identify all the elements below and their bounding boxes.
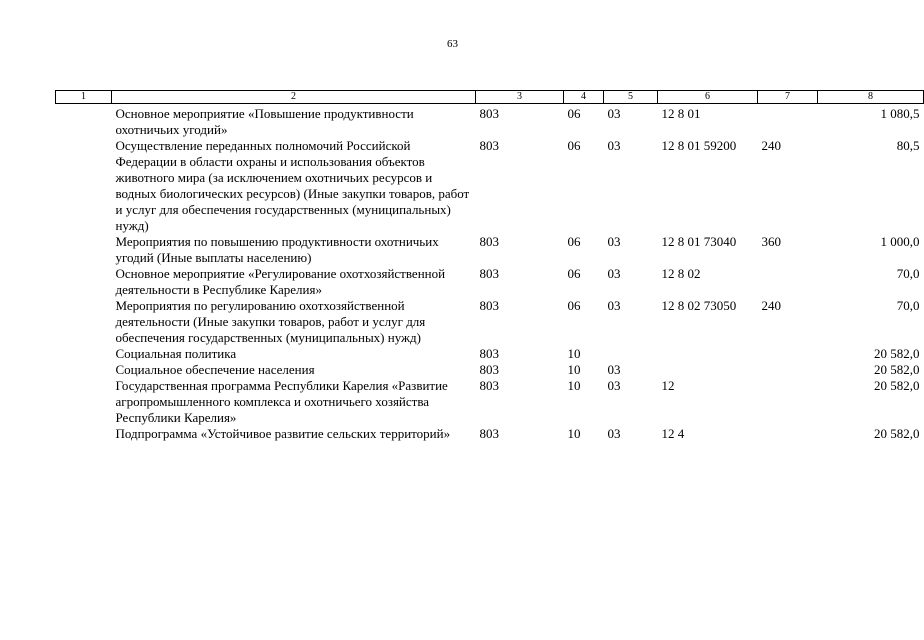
ministry-code: 803 <box>479 346 499 361</box>
item-name: Подпрограмма «Устойчивое развитие сельских территорий» <box>115 426 451 441</box>
column-header: 7 <box>758 91 818 104</box>
expense-type-code: 240 <box>761 138 781 153</box>
subsection-code: 03 <box>607 266 621 281</box>
subsection-code: 03 <box>607 106 621 121</box>
section-code: 06 <box>567 266 581 281</box>
subsection-code: 03 <box>607 362 621 377</box>
column-header: 3 <box>476 91 564 104</box>
empty-cell <box>56 234 112 266</box>
expense-type-code <box>758 426 818 442</box>
target-article-code: 12 8 02 <box>661 266 701 281</box>
amount: 20 582,0 <box>874 346 920 361</box>
ministry-code: 803 <box>479 298 499 313</box>
column-header: 8 <box>818 91 924 104</box>
expense-type-code <box>758 346 818 362</box>
table-row <box>56 298 924 346</box>
subsection-code: 03 <box>607 138 621 153</box>
ministry-code: 803 <box>479 426 499 441</box>
table-row <box>56 426 924 442</box>
table-row <box>56 266 924 298</box>
item-name: Основное мероприятие «Повышение продуктивности охотничьих угодий» <box>115 106 414 137</box>
subsection-code: 03 <box>607 234 621 249</box>
section-code: 10 <box>567 362 581 377</box>
target-article-code: 12 8 01 59200 <box>661 138 737 153</box>
empty-cell <box>56 426 112 442</box>
table-row <box>56 346 924 362</box>
target-article-code: 12 <box>661 378 675 393</box>
expense-type-code <box>758 378 818 426</box>
item-name: Мероприятия по повышению продуктивности охотничьих угодий (Иные выплаты населению) <box>115 234 439 265</box>
empty-cell <box>56 138 112 234</box>
column-header: 5 <box>604 91 658 104</box>
item-name: Социальная политика <box>115 346 237 361</box>
subsection-code: 03 <box>607 426 621 441</box>
item-name: Государственная программа Республики Карелия «Развитие агропромышленного комплекса и охотничьего хозяйства Республики Карелия» <box>115 378 448 425</box>
column-number-header-row <box>56 91 924 104</box>
target-article-code: 12 4 <box>661 426 685 441</box>
amount: 20 582,0 <box>874 378 920 393</box>
section-code: 06 <box>567 106 581 121</box>
item-name: Социальное обеспечение населения <box>115 362 315 377</box>
table-row <box>56 378 924 426</box>
expense-type-code <box>758 362 818 378</box>
target-article-code <box>658 346 758 362</box>
ministry-code: 803 <box>479 106 499 121</box>
ministry-code: 803 <box>479 234 499 249</box>
empty-cell <box>56 298 112 346</box>
amount: 70,0 <box>896 298 920 313</box>
table-row <box>56 138 924 234</box>
item-name: Осуществление переданных полномочий Российской Федерации в области охраны и использования объектов животного мира (за исключением охотничьих ресурсов и водных биологических ресурсов) (Иные закупки товаров, работ и услуг для обеспечения государственных (муниципальных) нужд) <box>115 138 470 233</box>
amount: 1 000,0 <box>880 234 920 249</box>
amount: 1 080,5 <box>880 106 920 121</box>
table-row <box>56 234 924 266</box>
expense-type-code: 360 <box>761 234 781 249</box>
section-code: 06 <box>567 298 581 313</box>
empty-cell <box>56 266 112 298</box>
amount: 70,0 <box>896 266 920 281</box>
section-code: 06 <box>567 138 581 153</box>
amount: 20 582,0 <box>874 362 920 377</box>
ministry-code: 803 <box>479 138 499 153</box>
column-header: 2 <box>112 91 476 104</box>
column-header: 4 <box>564 91 604 104</box>
section-code: 10 <box>567 426 581 441</box>
empty-cell <box>56 346 112 362</box>
ministry-code: 803 <box>479 362 499 377</box>
target-article-code: 12 8 02 73050 <box>661 298 737 313</box>
target-article-code: 12 8 01 73040 <box>661 234 737 249</box>
ministry-code: 803 <box>479 378 499 393</box>
column-header: 6 <box>658 91 758 104</box>
table-row <box>56 362 924 378</box>
empty-cell <box>56 362 112 378</box>
amount: 80,5 <box>896 138 920 153</box>
expense-type-code <box>758 266 818 298</box>
target-article-code: 12 8 01 <box>661 106 701 121</box>
target-article-code <box>658 362 758 378</box>
empty-cell <box>56 104 112 139</box>
page-number: 63 <box>447 38 458 50</box>
item-name: Мероприятия по регулированию охотхозяйственной деятельности (Иные закупки товаров, работ и услуг для обеспечения государственных (муниципальных) нужд) <box>115 298 426 345</box>
section-code: 10 <box>567 378 581 393</box>
ministry-code: 803 <box>479 266 499 281</box>
expense-type-code: 240 <box>761 298 781 313</box>
table-row <box>56 104 924 139</box>
amount: 20 582,0 <box>874 426 920 441</box>
section-code: 06 <box>567 234 581 249</box>
section-code: 10 <box>567 346 581 361</box>
subsection-code: 03 <box>607 298 621 313</box>
column-header: 1 <box>56 91 112 104</box>
subsection-code: 03 <box>607 378 621 393</box>
budget-table <box>55 90 924 442</box>
item-name: Основное мероприятие «Регулирование охотхозяйственной деятельности в Республике Карелия» <box>115 266 446 297</box>
expense-type-code <box>758 104 818 139</box>
empty-cell <box>56 378 112 426</box>
subsection-code <box>604 346 658 362</box>
